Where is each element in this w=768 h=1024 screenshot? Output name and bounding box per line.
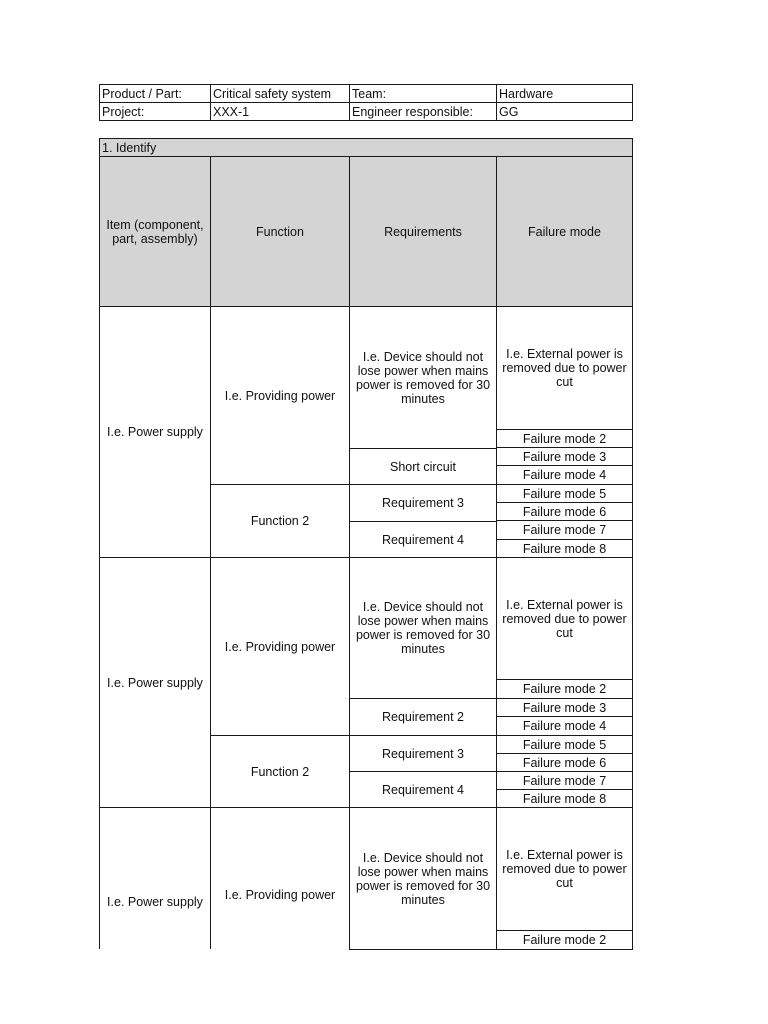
failure-mode-cell[interactable]: I.e. External power is removed due to power cut	[496, 557, 633, 680]
failure-mode-cell[interactable]: I.e. External power is removed due to power cut	[496, 807, 633, 931]
requirement-cell[interactable]: I.e. Device should not lose power when mains power is removed for 30 minutes	[349, 807, 497, 950]
item-cell[interactable]: I.e. Power supply	[99, 807, 211, 949]
function-cell[interactable]: I.e. Providing power	[210, 306, 350, 485]
requirement-cell[interactable]: Requirement 2	[349, 698, 497, 736]
failure-mode-cell[interactable]: Failure mode 4	[496, 716, 633, 736]
engineer-value[interactable]: GG	[496, 102, 633, 121]
failure-mode-cell[interactable]: Failure mode 2	[496, 679, 633, 699]
product-value[interactable]: Critical safety system	[210, 84, 350, 103]
failure-mode-cell[interactable]: Failure mode 2	[496, 429, 633, 448]
column-header-function: Function	[210, 156, 350, 307]
item-cell[interactable]: I.e. Power supply	[99, 557, 211, 808]
failure-mode-cell[interactable]: Failure mode 8	[496, 539, 633, 558]
requirement-cell[interactable]: Requirement 4	[349, 771, 497, 808]
failure-mode-cell[interactable]: Failure mode 7	[496, 771, 633, 790]
function-cell[interactable]: I.e. Providing power	[210, 557, 350, 736]
failure-mode-cell[interactable]: Failure mode 3	[496, 447, 633, 466]
column-header-requirements: Requirements	[349, 156, 497, 307]
team-value[interactable]: Hardware	[496, 84, 633, 103]
engineer-label: Engineer responsible:	[349, 102, 497, 121]
column-header-item: Item (component, part, assembly)	[99, 156, 211, 307]
item-cell[interactable]: I.e. Power supply	[99, 306, 211, 558]
failure-mode-cell[interactable]: Failure mode 7	[496, 520, 633, 540]
requirement-cell[interactable]: I.e. Device should not lose power when mains power is removed for 30 minutes	[349, 557, 497, 699]
failure-mode-cell[interactable]: Failure mode 6	[496, 753, 633, 772]
requirement-cell[interactable]: Requirement 3	[349, 735, 497, 772]
requirement-cell[interactable]: I.e. Device should not lose power when mains power is removed for 30 minutes	[349, 306, 497, 449]
failure-mode-cell[interactable]: Failure mode 6	[496, 502, 633, 521]
section-title: 1. Identify	[99, 138, 633, 157]
failure-mode-cell[interactable]: Failure mode 5	[496, 735, 633, 754]
column-header-failure-mode: Failure mode	[496, 156, 633, 307]
project-value[interactable]: XXX-1	[210, 102, 350, 121]
function-cell[interactable]: I.e. Providing power	[210, 807, 350, 949]
failure-mode-cell[interactable]: Failure mode 3	[496, 698, 633, 717]
function-cell[interactable]: Function 2	[210, 735, 350, 808]
failure-mode-cell[interactable]: Failure mode 4	[496, 465, 633, 485]
requirement-cell[interactable]: Requirement 3	[349, 484, 497, 522]
project-label: Project:	[99, 102, 211, 121]
failure-mode-cell[interactable]: I.e. External power is removed due to power cut	[496, 306, 633, 430]
failure-mode-cell[interactable]: Failure mode 8	[496, 789, 633, 808]
failure-mode-cell[interactable]: Failure mode 2	[496, 930, 633, 950]
failure-mode-cell[interactable]: Failure mode 5	[496, 484, 633, 503]
requirement-cell[interactable]: Requirement 4	[349, 521, 497, 558]
team-label: Team:	[349, 84, 497, 103]
product-label: Product / Part:	[99, 84, 211, 103]
function-cell[interactable]: Function 2	[210, 484, 350, 558]
requirement-cell[interactable]: Short circuit	[349, 448, 497, 485]
